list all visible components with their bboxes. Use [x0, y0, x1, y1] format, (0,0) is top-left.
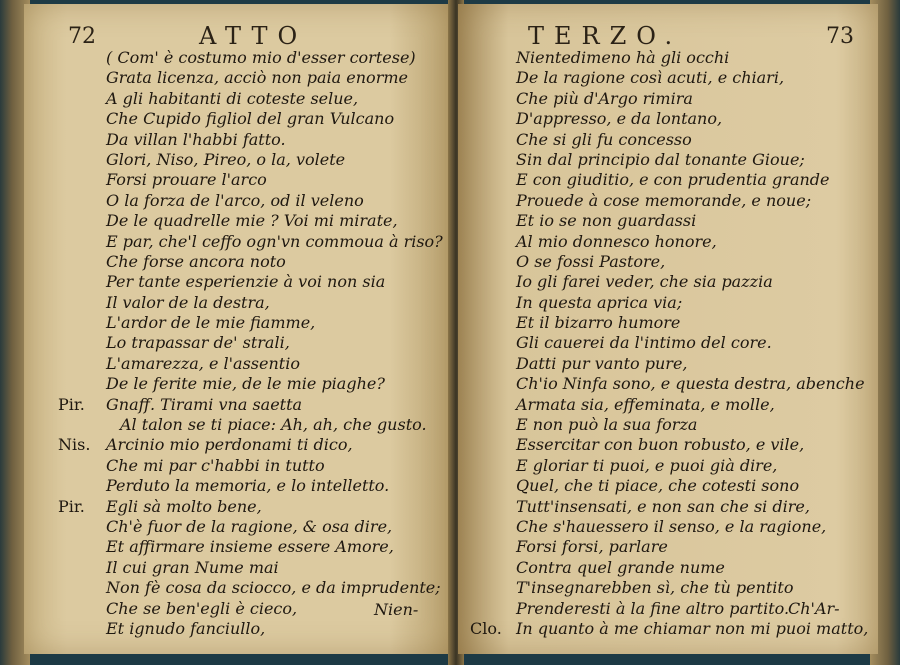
- text-line: [24, 517, 454, 537]
- text-line: [24, 415, 454, 435]
- line-text: O se fossi Pastore,: [516, 251, 666, 271]
- text-line: [24, 435, 454, 455]
- line-text: Et il bizarro humore: [516, 313, 681, 333]
- line-text: Prouede à cose memorande, e noue;: [516, 190, 812, 210]
- line-text: L'amarezza, e l'assentio: [106, 353, 300, 373]
- text-line: [458, 89, 878, 109]
- line-text: Lo trapassar de' strali,: [106, 333, 290, 353]
- line-text: Che se ben'egli è cieco,: [106, 598, 298, 618]
- text-line: [24, 476, 454, 496]
- text-line: [24, 619, 454, 639]
- line-text: Che s'hauessero il senso, e la ragione,: [516, 516, 827, 536]
- line-text: D'appresso, e da lontano,: [516, 109, 723, 129]
- line-text: Il cui gran Nume mai: [106, 557, 279, 577]
- text-line: [24, 293, 454, 313]
- speaker-label: Nis.: [58, 435, 91, 455]
- text-line: [24, 456, 454, 476]
- line-text: Che più d'Argo rimira: [516, 88, 693, 108]
- text-line: [458, 578, 878, 598]
- text-line: [458, 456, 878, 476]
- left-catchword: Nien-: [374, 600, 419, 619]
- line-text: Grata licenza, acciò non paia enorme: [106, 68, 408, 88]
- line-text: Prenderesti à la fine altro partito.: [516, 598, 790, 618]
- line-text: Tutt'insensati, e non san che si dire,: [516, 496, 810, 516]
- line-text: Armata sia, effeminata, e molle,: [516, 394, 775, 414]
- text-line: [458, 313, 878, 333]
- line-text: E par, che'l ceffo ogn'vn commoua à riso?: [106, 231, 443, 251]
- left-page: [24, 4, 454, 654]
- text-line: [24, 211, 454, 231]
- line-text: Che Cupido figliol del gran Vulcano: [106, 109, 395, 129]
- text-line: [24, 272, 454, 292]
- text-line: [458, 252, 878, 272]
- right-catchword: Ch'Ar-: [788, 599, 840, 618]
- text-line: [24, 333, 454, 353]
- text-line: [24, 374, 454, 394]
- line-text: Essercitar con buon robusto, e vile,: [516, 435, 805, 455]
- text-line: [458, 435, 878, 455]
- line-text: A gli habitanti di coteste selue,: [106, 88, 359, 108]
- line-text: In quanto à me chiamar non mi puoi matto,: [516, 618, 869, 638]
- text-line: [458, 619, 878, 639]
- text-line: [458, 191, 878, 211]
- line-text: Glori, Niso, Pireo, o la, volete: [106, 149, 346, 169]
- text-line: [458, 333, 878, 353]
- line-text: Da villan l'habbi fatto.: [106, 129, 286, 149]
- line-text: Che forse ancora noto: [106, 251, 286, 271]
- text-line: [24, 68, 454, 88]
- text-line: [458, 395, 878, 415]
- text-line: [458, 272, 878, 292]
- right-text-block: [458, 48, 878, 639]
- text-line: [24, 170, 454, 190]
- text-line: [24, 252, 454, 272]
- line-text: E non può la sua forza: [516, 415, 698, 435]
- line-text: Quel, che ti piace, che cotesti sono: [516, 476, 800, 496]
- text-line: [458, 109, 878, 129]
- text-line: [458, 170, 878, 190]
- text-line: [458, 68, 878, 88]
- line-text: In questa aprica via;: [516, 292, 683, 312]
- line-text: Ch'io Ninfa sono, e questa destra, abenche: [516, 374, 865, 394]
- line-text: ( Com' è costumo mio d'esser cortese): [106, 48, 416, 67]
- line-text: Sin dal principio dal tonante Gioue;: [516, 149, 805, 169]
- left-running-head: ATTO: [199, 22, 308, 50]
- text-line: [458, 150, 878, 170]
- line-text: Perduto la memoria, e lo intelletto.: [106, 476, 390, 496]
- text-line: [458, 211, 878, 231]
- line-text: Forsi forsi, parlare: [516, 537, 668, 557]
- line-text: Il valor de la destra,: [106, 292, 270, 312]
- line-text: L'ardor de le mie fiamme,: [106, 313, 316, 333]
- line-text: Che mi par c'habbi in tutto: [106, 455, 325, 475]
- text-line: [458, 293, 878, 313]
- text-line: [24, 354, 454, 374]
- text-line: [458, 558, 878, 578]
- line-text: Contra quel grande nume: [516, 557, 725, 577]
- text-line: [24, 497, 454, 517]
- left-page-number: 72: [68, 24, 96, 49]
- text-line: [458, 517, 878, 537]
- text-line: [24, 537, 454, 557]
- text-line: [458, 130, 878, 150]
- text-line: [24, 232, 454, 252]
- text-line: [458, 415, 878, 435]
- line-text: De le ferite mie, de le mie piaghe?: [106, 374, 385, 394]
- speaker-label: Pir.: [58, 496, 85, 516]
- speaker-label: Clo.: [470, 618, 502, 638]
- text-line: [24, 313, 454, 333]
- text-line: [458, 232, 878, 252]
- text-line: [24, 191, 454, 211]
- text-line: [24, 558, 454, 578]
- line-text: E con giuditio, e con prudentia grande: [516, 170, 830, 190]
- text-line: [458, 537, 878, 557]
- line-text: Forsi prouare l'arco: [106, 170, 267, 190]
- line-text: Gli cauerei da l'intimo del core.: [516, 333, 772, 353]
- line-text: Et affirmare insieme essere Amore,: [106, 537, 394, 557]
- line-text: E gloriar ti puoi, e puoi già dire,: [516, 455, 778, 475]
- line-text: De la ragione così acuti, e chiari,: [516, 68, 785, 88]
- text-line: [458, 354, 878, 374]
- line-text: Arcinio mio perdonami ti dico,: [106, 435, 353, 455]
- line-text: Et io se non guardassi: [516, 211, 697, 231]
- right-running-head: TERZO.: [528, 22, 683, 50]
- line-text: Che si gli fu concesso: [516, 129, 692, 149]
- speaker-label: Pir.: [58, 394, 85, 414]
- line-text: De le quadrelle mie ? Voi mi mirate,: [106, 211, 398, 231]
- text-line: [24, 89, 454, 109]
- text-line: [458, 497, 878, 517]
- line-text: Nientedimeno hà gli occhi: [516, 48, 730, 67]
- text-line: [24, 578, 454, 598]
- text-line: [458, 374, 878, 394]
- text-line: [24, 130, 454, 150]
- line-text: Io gli farei veder, che sia pazzia: [516, 272, 773, 292]
- line-text: Gnaff. Tirami vna saetta: [106, 394, 303, 414]
- line-text: Al talon se ti piace: Ah, ah, che gusto.: [120, 415, 427, 435]
- text-line: [24, 150, 454, 170]
- line-text: Non fè cosa da sciocco, e da imprudente;: [106, 578, 441, 598]
- text-line: [458, 48, 878, 68]
- left-text-block: [24, 48, 454, 639]
- text-line: [24, 395, 454, 415]
- line-text: Per tante esperienzie à voi non sia: [106, 272, 386, 292]
- line-text: T'insegnarebben sì, che tù pentito: [516, 578, 794, 598]
- text-line: [24, 48, 454, 68]
- right-page: [458, 4, 878, 654]
- line-text: Et ignudo fanciullo,: [106, 618, 266, 638]
- line-text: Datti pur vanto pure,: [516, 353, 688, 373]
- line-text: O la forza de l'arco, od il veleno: [106, 190, 364, 210]
- right-page-number: 73: [826, 24, 854, 49]
- line-text: Egli sà molto bene,: [106, 496, 262, 516]
- text-line: [458, 476, 878, 496]
- line-text: Ch'è fuor de la ragione, & osa dire,: [106, 516, 393, 536]
- text-line: [24, 109, 454, 129]
- line-text: Al mio donnesco honore,: [516, 231, 717, 251]
